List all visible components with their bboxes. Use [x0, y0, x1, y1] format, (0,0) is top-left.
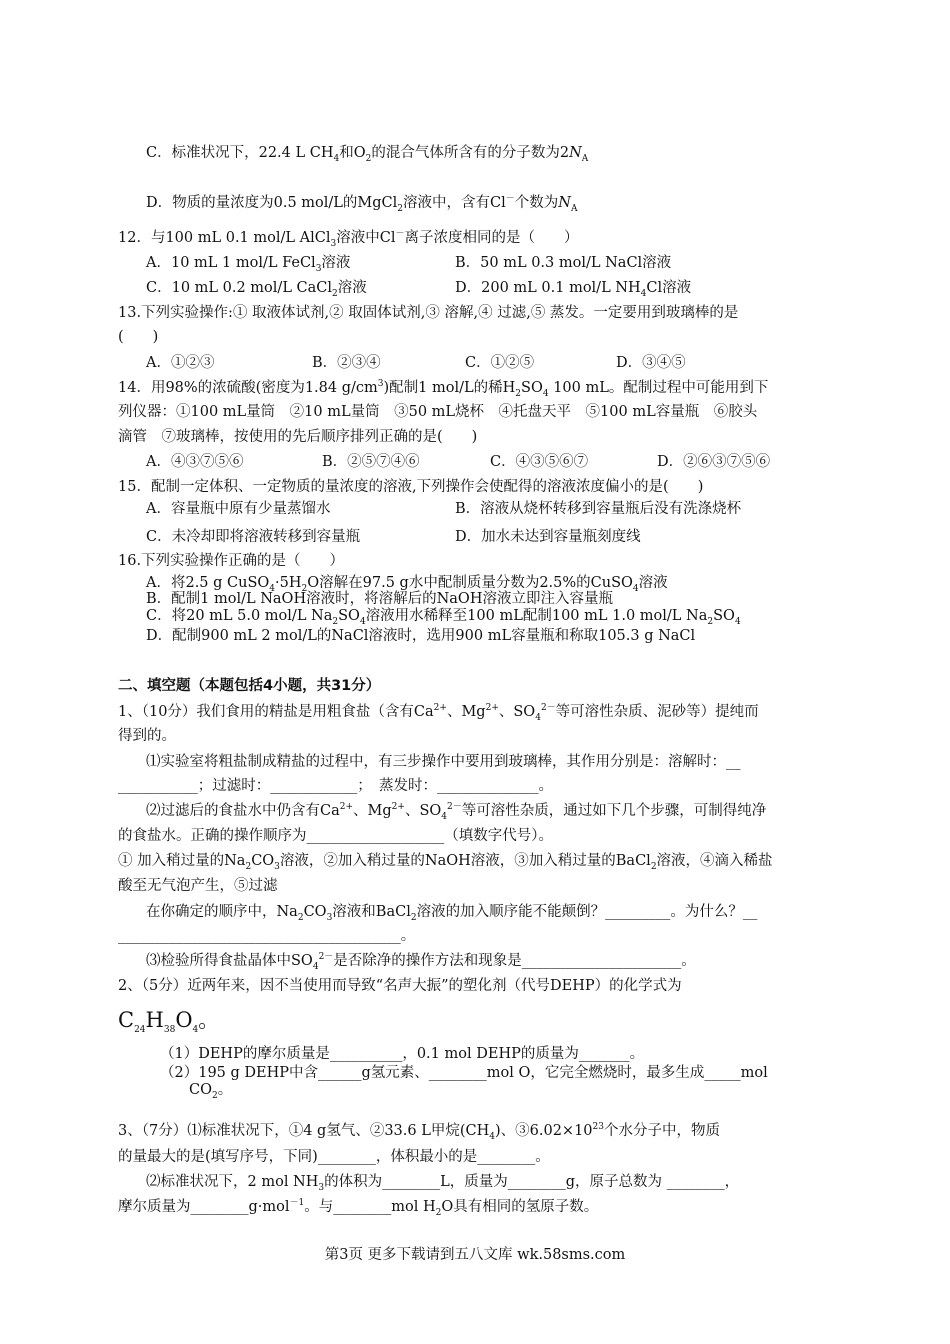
question-12: 12．与100 mL 0.1 mol/L AlCl$_3$溶液中Cl－离子浓度相同的是（ ）: [118, 229, 579, 249]
option-16d: D．配制900 mL 2 mol/L的NaCl溶液时，选用900 mL容量瓶和称取105.3 g NaCl: [146, 628, 696, 644]
option-16b: B．配制1 mol/L NaOH溶液时，将溶解后的NaOH溶液立即注入容量瓶: [146, 591, 613, 607]
option-15a: A．容量瓶中原有少量蒸馏水: [146, 501, 331, 517]
option-15c: C．未冷却即将溶液转移到容量瓶: [146, 529, 361, 545]
option-14d: D．②⑥③⑦⑤⑥: [657, 454, 771, 470]
fill-q1-line2: 得到的。: [118, 728, 176, 744]
fill-q2-part1: （1）DEHP的摩尔质量是__________，0.1 mol DEHP的质量为_______。: [160, 1046, 645, 1062]
question-13-paren: ( ): [118, 329, 159, 345]
option-12c: C．10 mL 0.2 mol/L CaCl$_2$溶液: [146, 280, 367, 299]
option-13c: C．①②⑤: [465, 355, 535, 371]
fill-q1-steps-line2: 酸至无气泡产生，⑤过滤: [118, 878, 278, 894]
question-14-line3: 滴管 ⑦玻璃棒，按使用的先后顺序排列正确的是( ): [118, 429, 478, 445]
option-16a: A．将2.5 g $CuSO_4\cdot 5H_2O$溶解在97.5 g水中配制质量分数为2.5%的CuSO$_4$溶液: [146, 575, 668, 594]
option-14c: C．④③⑤⑥⑦: [490, 454, 589, 470]
option-14b: B．②⑤⑦④⑥: [322, 454, 420, 470]
fill-q3: 3、（7分）⑴标准状况下，①4 g氢气、②33.6 L甲烷$(CH_4)$、$③6.02\times 10^{23}$个水分子中，物质: [118, 1122, 720, 1142]
fill-q1-part1: ⑴实验室将粗盐制成精盐的过程中，有三步操作中要用到玻璃棒，其作用分别是：溶解时：__: [146, 754, 741, 770]
question-16: 16.下列实验操作正确的是（ ）: [118, 553, 345, 569]
fill-q3-part2: ⑵标准状况下，2 mol $NH_3$的体积为________L，质量为________g，原子总数为 ________，: [146, 1174, 740, 1193]
question-14-line2: 列仪器：①100 mL量筒 ②10 mL量筒 ③50 mL烧杯 ④托盘天平 ⑤100 mL容量瓶 ⑥胶头: [118, 404, 758, 420]
option-13a: A．①②③: [146, 355, 215, 371]
fill-q1-part3: ⑶检验所得食盐晶体中$SO_4^{2-}$是否除净的操作方法和现象是______________________。: [146, 952, 696, 972]
fill-q2-part2-line2: $CO_2$。: [189, 1082, 233, 1101]
fill-q2-part2: （2）195 g DEHP中含______g氢元素、________mol O，它完全燃烧时，最多生成_____mol: [160, 1065, 768, 1081]
fill-q3-line2: 的量最大的是(填写序号，下同)________，体积最小的是________。: [118, 1149, 550, 1165]
option-12b: B．50 mL 0.3 mol/L NaCl溶液: [455, 255, 672, 271]
option-11d: D．物质的量浓度为0.5 mol/L的MgCl$_2$溶液中，含有Cl－个数为$N_A$: [146, 194, 578, 214]
fill-q1-steps: ① 加入稍过量的$Na_2CO_3$溶液，②加入稍过量的NaOH溶液，③加入稍过量的BaCl$_2$溶液，④滴入稀盐: [118, 853, 773, 872]
option-15d: D．加水未达到容量瓶刻度线: [455, 529, 641, 545]
question-14: 14．用98%的浓硫酸(密度为1.84 $g/cm^3$)配制1 mol/L的稀$H_2SO_4$ 100 mL。配制过程中可能用到下: [118, 379, 769, 399]
option-15b: B．溶液从烧杯转移到容量瓶后没有洗涤烧杯: [455, 501, 742, 517]
option-13b: B．②③④: [312, 355, 381, 371]
fill-q1: 1、（10分）我们食用的精盐是用粗食盐（含有$Ca^{2+}$、$Mg^{2+}$、$SO_4^{2-}$等可溶性杂质、泥砂等）提纯而: [118, 703, 759, 723]
option-13d: D．③④⑤: [616, 355, 686, 371]
option-11c: C．标准状况下，22.4 L $CH_4$和$O_2$的混合气体所含有的分子数为$2N_A$: [146, 145, 589, 164]
fill-q1-order-question: 在你确定的顺序中，$Na_2CO_3$溶液和BaCl$_2$溶液的加入顺序能不能颠倒？_________。为什么？__: [146, 904, 758, 923]
option-12a: A．10 mL 1 mol/L FeCl$_3$溶液: [146, 255, 351, 274]
fill-q2: 2、（5分）近两年来，因不当使用而导致“名声大振”的塑化剂（代号DEHP）的化学式为: [118, 978, 682, 994]
section-heading: 二、填空题（本题包括4小题，共31分）: [118, 678, 381, 694]
page-footer: 第3页 更多下载请到五八文库 wk.58sms.com: [324, 1247, 626, 1263]
fill-q1-part2-line2: 的食盐水。正确的操作顺序为___________________（填数字代号）。: [118, 828, 553, 844]
question-13: 13.下列实验操作:① 取液体试剂,② 取固体试剂,③ 溶解,④ 过滤,⑤ 蒸发。一定要用到玻璃棒的是: [118, 305, 739, 321]
fill-q1-part2: ⑵过滤后的食盐水中仍含有$Ca^{2+}$、$Mg^{2+}$、$SO_4^{2-}$等可溶性杂质，通过如下几个步骤，可制得纯净: [146, 802, 767, 822]
fill-q1-part1-blanks: ___________；过滤时：____________； 蒸发时：______________。: [118, 778, 553, 794]
option-16c: C．将20 mL 5.0 mol/L $Na_2SO_4$溶液用水稀释至100 mL配制100 mL 1.0 mol/L $Na_2SO_4$: [146, 608, 741, 627]
fill-q2-formula: $C_{24}H_{38}O_4$。: [118, 1008, 220, 1036]
option-14a: A．④③⑦⑤⑥: [146, 454, 244, 470]
fill-q1-order-blank: _______________________________________。: [118, 928, 416, 944]
fill-q3-part2-line2: 摩尔质量为________g·mol$^{-1}$。与________mol $H_2O$具有相同的氢原子数。: [118, 1198, 599, 1218]
question-15: 15．配制一定体积、一定物质的量浓度的溶液,下列操作会使配得的溶液浓度偏小的是( ): [118, 479, 704, 495]
option-12d: D．200 mL 0.1 mol/L $NH_4Cl$溶液: [455, 280, 692, 299]
